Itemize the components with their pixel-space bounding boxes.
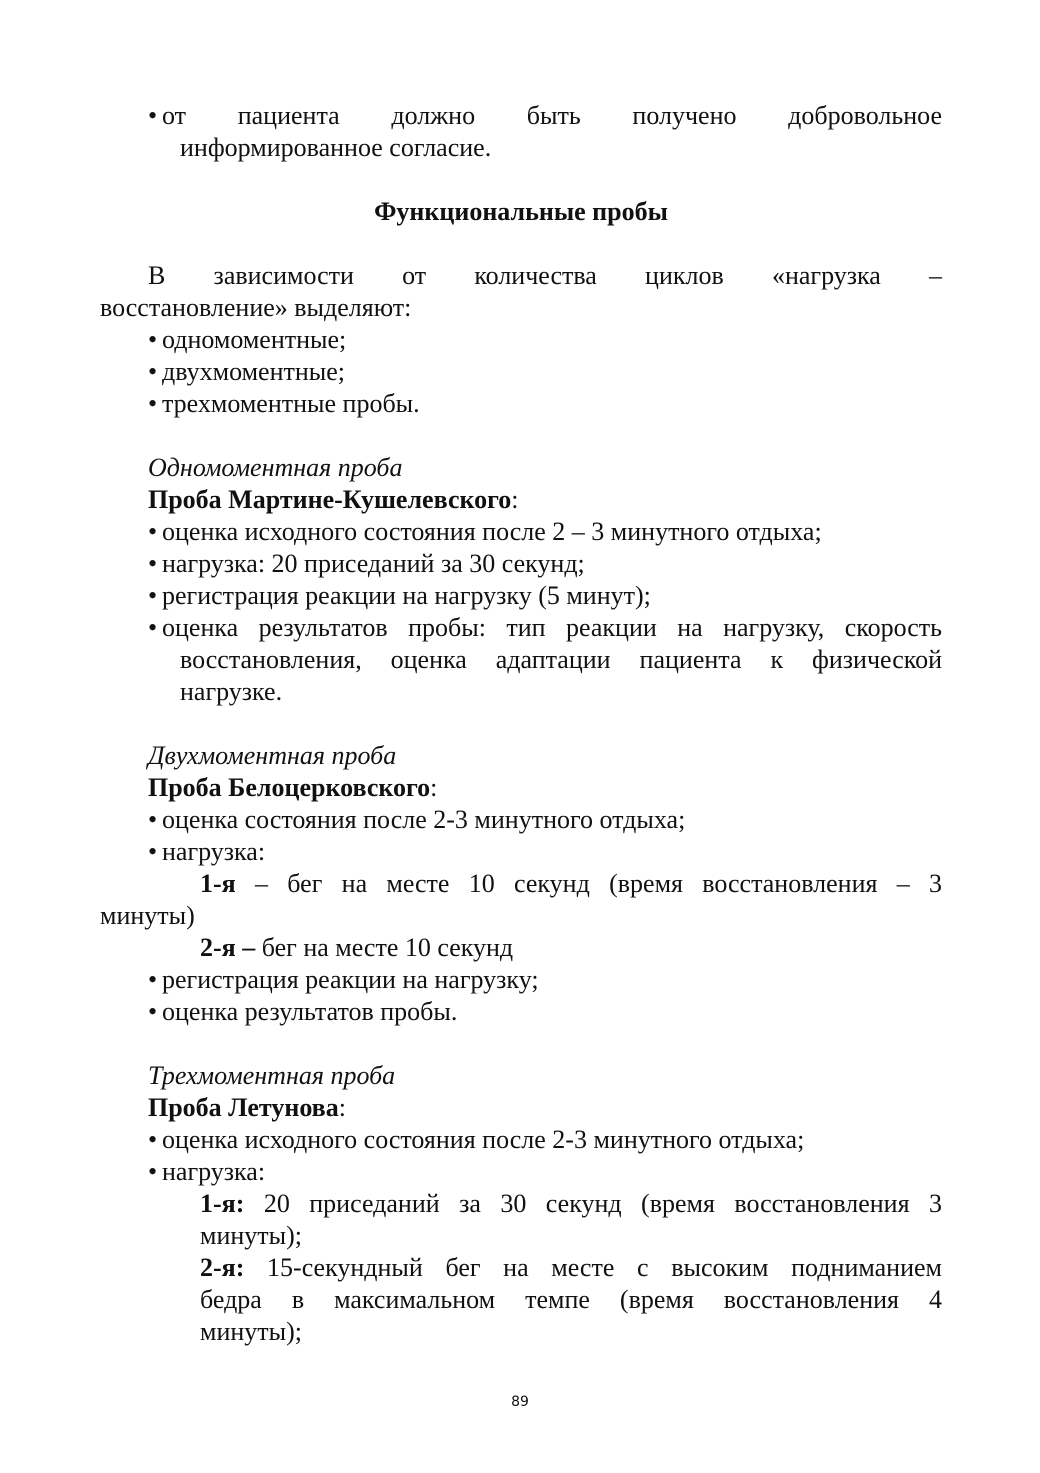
test-title: Проба Летунова: (148, 1093, 346, 1122)
bullet-icon: • (148, 1157, 158, 1186)
list-item: • нагрузка: (148, 837, 266, 866)
list-item-continuation: нагрузке. (180, 677, 283, 706)
document-page (100, 100, 942, 1348)
load-line: 2-я: 15-секундный бег на месте с высоким подниманием (200, 1253, 942, 1282)
subsection-heading: Одномоментная проба (148, 453, 403, 482)
subsection-heading: Двухмоментная проба (148, 741, 397, 770)
load-line-continuation: минуты); (200, 1221, 302, 1250)
bullet-icon: • (148, 325, 158, 354)
bullet-icon: • (148, 613, 158, 642)
subsection-heading: Трехмоментная проба (148, 1061, 396, 1090)
load-line: 2-я – бег на месте 10 секунд (200, 933, 514, 962)
load-line-continuation: минуты) (100, 901, 195, 930)
list-item: • оценка состояния после 2-3 минутного отдыха; (148, 805, 686, 834)
list-item: • нагрузка: (148, 1157, 266, 1186)
bullet-icon: • (148, 581, 158, 610)
list-item: • регистрация реакции на нагрузку (5 минут); (148, 581, 651, 610)
section-title: Функциональные пробы (374, 197, 668, 226)
list-item: • оценка исходного состояния после 2-3 минутного отдыха; (148, 1125, 805, 1154)
paragraph-line: В зависимости от количества циклов «нагрузка – (148, 261, 942, 290)
test-title: Проба Белоцерковского: (148, 773, 438, 802)
page-number: 89 (511, 1394, 529, 1410)
load-line: 1-я – бег на месте 10 секунд (время восстановления – 3 (200, 869, 942, 898)
list-item: • регистрация реакции на нагрузку; (148, 965, 539, 994)
list-item: • одномоментные; (148, 325, 347, 354)
bullet-icon: • (148, 1125, 158, 1154)
bullet-icon: • (148, 997, 158, 1026)
load-line-continuation: бедра в максимальном темпе (время восстановления 4 (200, 1285, 942, 1314)
list-item: • трехмоментные пробы. (148, 389, 420, 418)
bullet-icon: • (148, 805, 158, 834)
list-item-continuation: информированное согласие. (180, 133, 492, 162)
bullet-icon: • (148, 389, 158, 418)
bullet-icon: • (148, 965, 158, 994)
list-item: • нагрузка: 20 приседаний за 30 секунд; (148, 549, 585, 578)
list-item-continuation: восстановления, оценка адаптации пациента к физической (180, 645, 942, 674)
load-line-continuation: минуты); (200, 1317, 302, 1346)
bullet-icon: • (148, 101, 158, 130)
list-item: • двухмоментные; (148, 357, 345, 386)
bullet-icon: • (148, 517, 158, 546)
list-item (100, 100, 942, 132)
list-item: • оценка результатов пробы: тип реакции на нагрузку, скорость (148, 613, 942, 642)
bullet-icon: • (148, 837, 158, 866)
list-item-text: от пациента должно быть получено добровольное (162, 101, 942, 130)
list-item: • оценка исходного состояния после 2 – 3 минутного отдыха; (148, 517, 822, 546)
test-title: Проба Мартине-Кушелевского: (148, 485, 519, 514)
list-item: • оценка результатов пробы. (148, 997, 458, 1026)
bullet-icon: • (148, 357, 158, 386)
bullet-icon: • (148, 549, 158, 578)
load-line: 1-я: 20 приседаний за 30 секунд (время восстановления 3 (200, 1189, 942, 1218)
paragraph-line: восстановление» выделяют: (100, 293, 412, 322)
